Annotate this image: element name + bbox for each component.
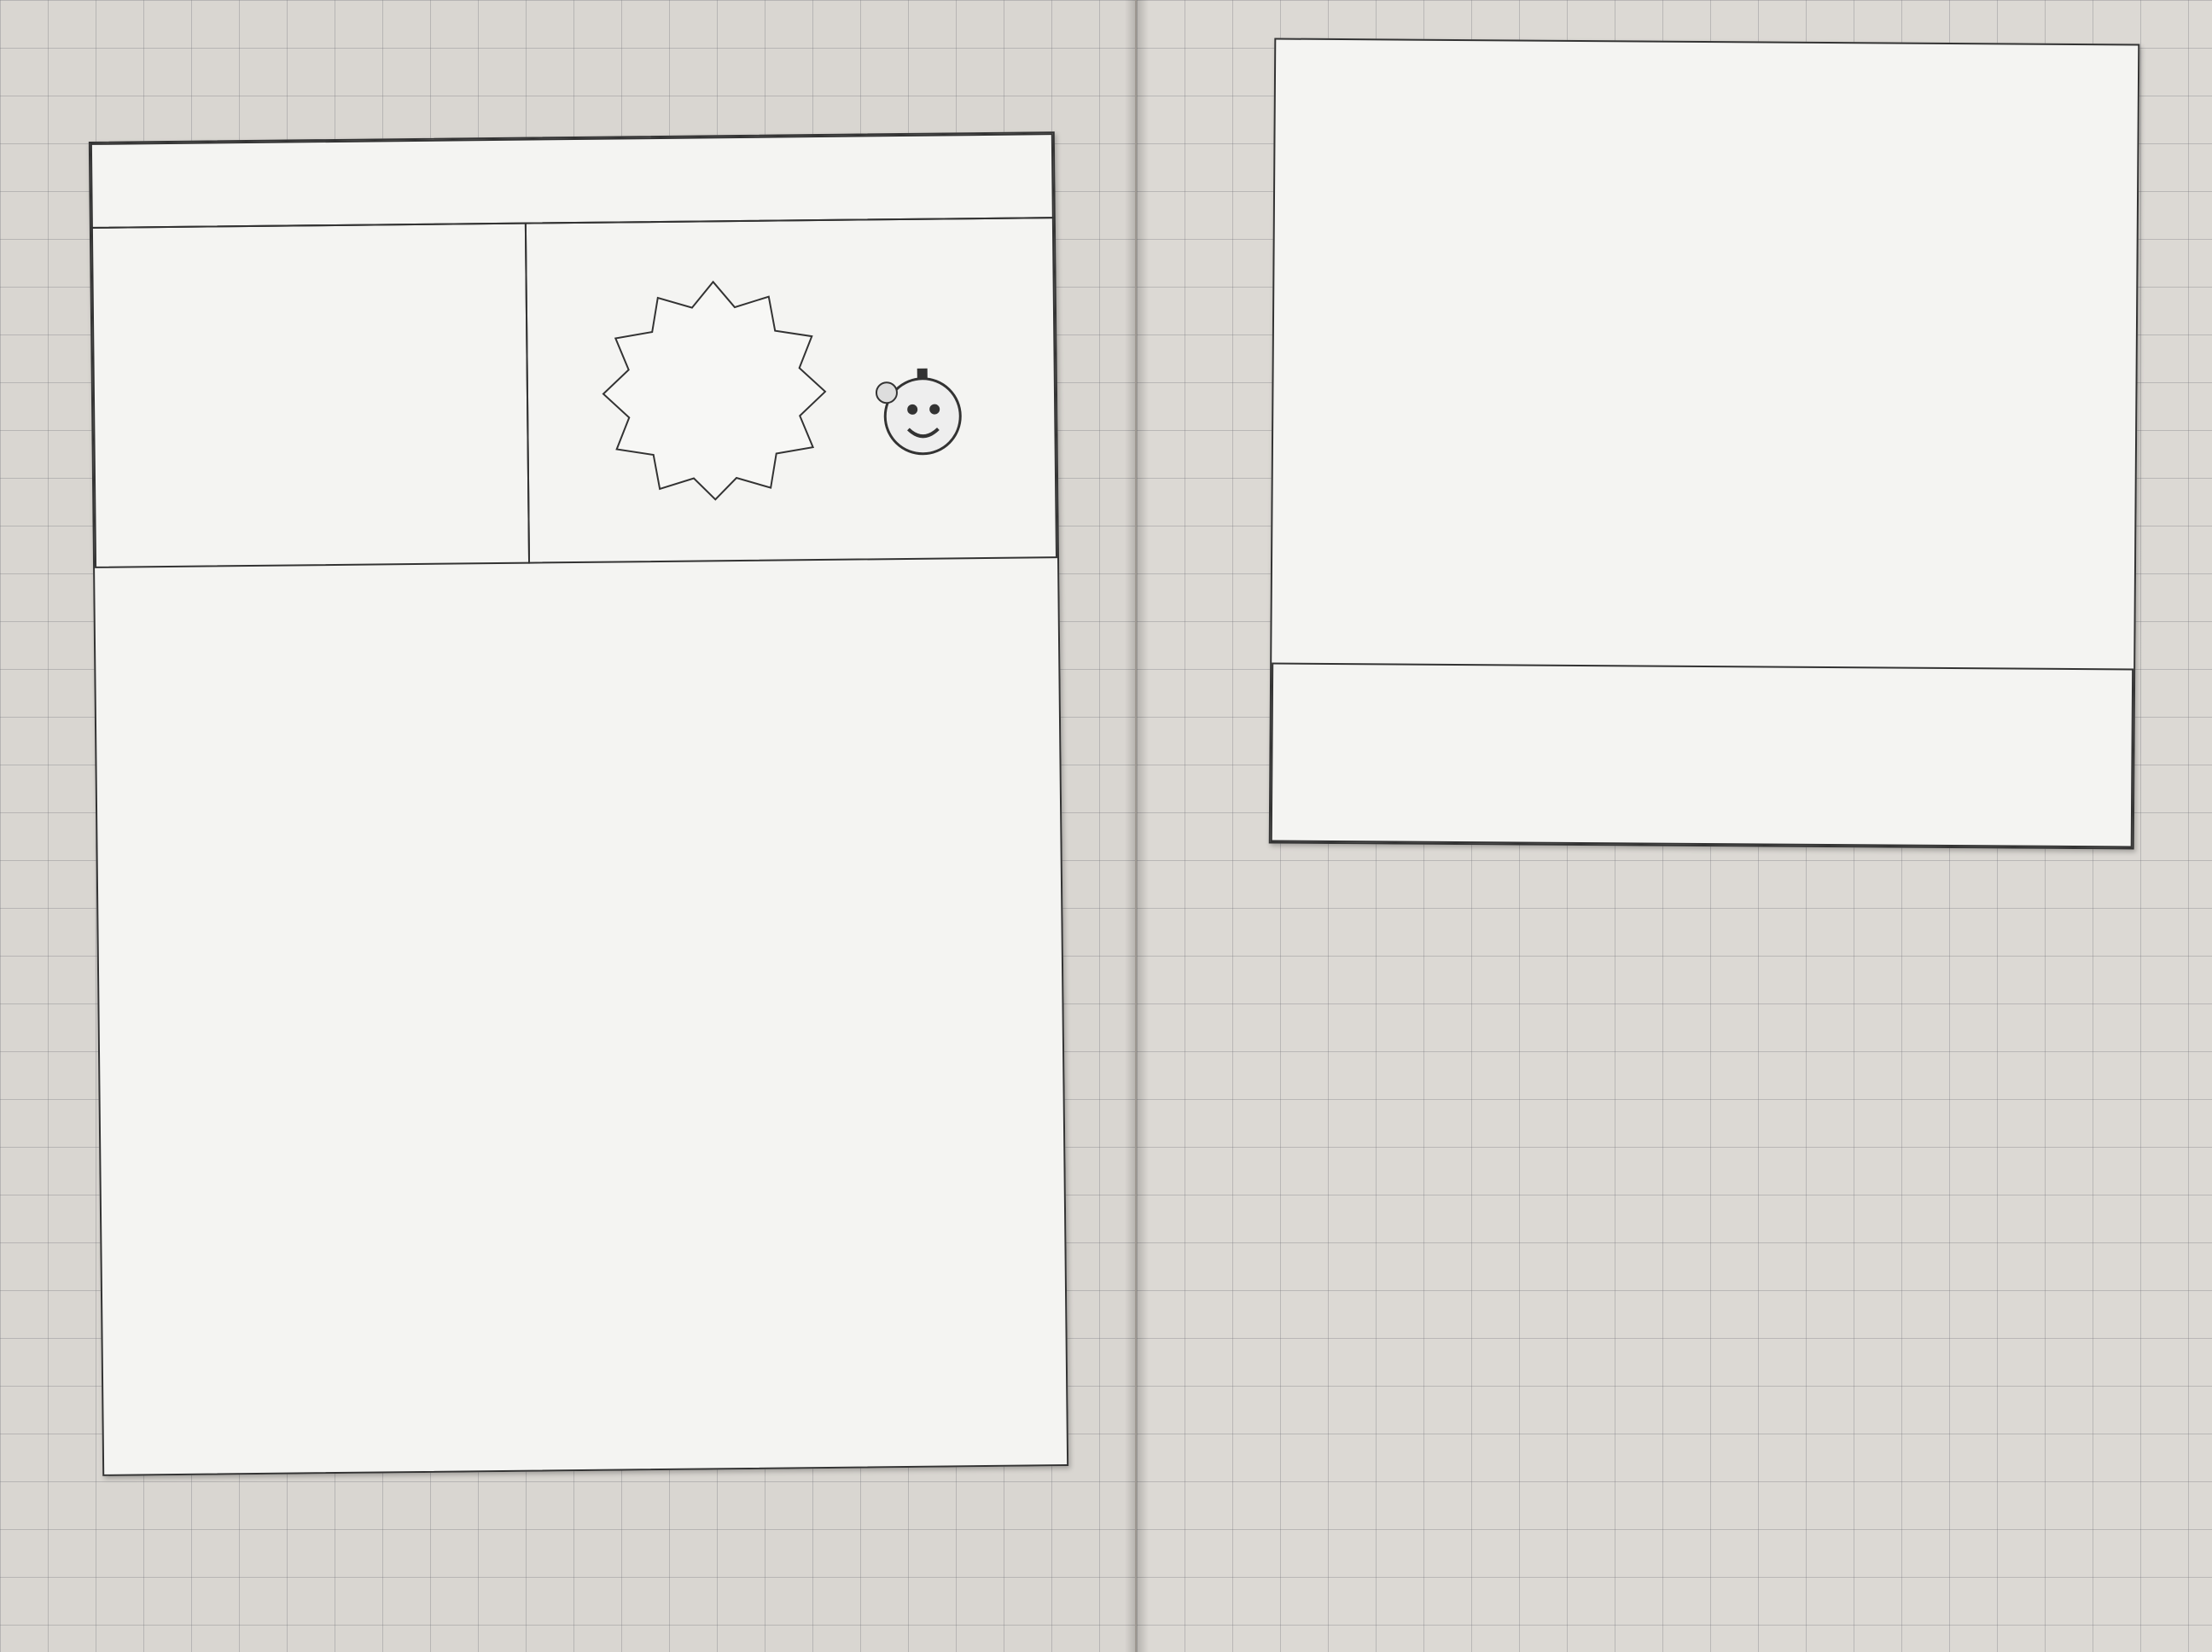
notebook-spine [1125, 0, 1149, 1652]
stage2-text [103, 412, 496, 416]
worksheet-right [1269, 38, 2140, 849]
header-cell [90, 133, 1054, 229]
reminder-burst [594, 272, 835, 505]
stage3-text [105, 523, 498, 527]
reminder-cell [525, 217, 1057, 563]
mascot-image [861, 356, 973, 459]
column-task-cell [1271, 662, 2133, 847]
stage1-text [102, 310, 495, 314]
worksheet-left [89, 131, 1068, 1476]
stages-cell [91, 223, 530, 568]
